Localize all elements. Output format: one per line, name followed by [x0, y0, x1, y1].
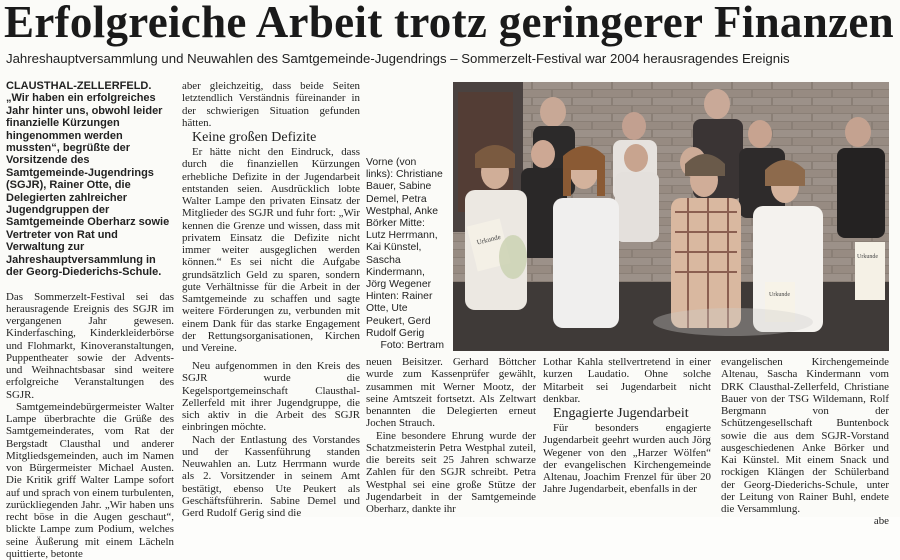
certificate-label: Urkunde — [769, 292, 790, 298]
body-paragraph: Nach der Entlastung des Vorstandes und der Kassenführung standen Neuwahlen an. Lutz Herrmann wurde als 2. Vorsitzender in seinem Amt bestätigt, ebenso Ute Peukert als Geschäftsführerin. Sabine Demel und Gerd Rudolf Gerig sind die — [182, 433, 360, 519]
text-column-2 — [182, 80, 360, 354]
body-paragraph: evangelischen Kirchengemeinde Altenau, Sascha Kindermann vom DRK Clausthal-Zellerfeld, Christiane Bauer von der TSG Wildemann, Rolf Bergmann von der Schützengesellschaft Buntenbock sowie die aus dem SGJR-Vorstand ausgeschiedenen Anke Börker und Kai Künstel. Mit einem Snack und rockigen Klängen der Schülerband der Georg-Diederichs-Schule, unter der Leitung von Rainer Buhl, endete die Versammlung. — [721, 356, 889, 515]
body-paragraph: Für besonders engagierte Jugendarbeit geehrt wurden auch Jörg Wegener von den „Harzer Wölfen“ der evangelischen Kirchengemeinde Altenau, Joachim Frenzel für über 20 Jahre Jugendarbeit, ebenfalls in der — [543, 422, 711, 496]
body-paragraph: Er hätte nicht den Eindruck, dass durch die finanziellen Kürzungen erhebliche Defizite in der Jugendarbeit entstanden seien. Ausdrücklich lobte Walter Lampe den privaten Einsatz der Mitglieder des SGJR und fuhr fort: „Wir kennen die Grenze und wissen, dass mit privatem Einsatz die Defizite nicht immer weiter ausgeglichen werden können.“ Es sei nicht die Aufgabe grundsätzlich Geld zu sparen, sondern gute Verhältnisse für die Arbeit in der Samtgemeinde zu schaffen und sagte weitere Förderungen zu, verbunden mit einem Dank für das starke Engagement der Rettungsorganisationen, Kirchen und Vereine. — [182, 146, 360, 354]
body-paragraph: Neu aufgenommen in den Kreis des SGJR wurde die Kegelsportgemeinschaft Clausthal-Zellerfeld mit ihrer Jugendgruppe, die sich aktiv in die Arbeit des SGJR einbringen möchte. — [182, 360, 360, 434]
text-column-2-lower — [182, 360, 360, 519]
article-subheadline: Jahreshauptversammlung und Neuwahlen des Samtgemeinde-Jugendrings – Sommerzelt-Festival war 2004 herausragendes Ereignis — [6, 51, 790, 66]
certificate-label: Urkunde — [475, 232, 502, 247]
body-paragraph: Das Sommerzelt-Festival sei das herausragende Ereignis des SGJR im vergangenen Jahr gewesen. Kinderfasching, Kinderkleiderbörse und Flohmarkt, Kinoveranstaltungen, Puppentheater sowie der Advents- und Weihnachtsbasar sind weitere erfolgreiche Veranstaltungen des SGJR. — [6, 290, 174, 401]
text-column-1 — [6, 80, 174, 560]
photo-credit: Foto: Bertram — [380, 340, 444, 352]
article-headline: Erfolgreiche Arbeit trotz geringerer Finanzen — [4, 0, 894, 47]
body-paragraph: Eine besondere Ehrung wurde der Schatzmeisterin Petra Westphal zuteil, die bereits seit 25 Jahren schwarze Zahlen für den SGJR schreibt. Petra Westphal sei eine große Stütze der Jugendarbeit in der Samtgemeinde Oberharz, dankte ihr — [366, 429, 536, 515]
lead-paragraph: CLAUSTHAL-ZELLERFELD. „Wir haben ein erfolgreiches Jahr hinter uns, obwohl leider finanzielle Kürzungen hingenommen werden mussten“, begrüßte der Vorsitzende des Samtgemeinde-Jugendrings (SGJR), Rainer Otte, die Delegierten zahlreicher Jugendgruppen der Samtgemeinde Oberharz sowie Vertreter von Rat und Verwaltung zur Jahreshauptversammlung in der Georg-Diederichs-Schule. — [6, 80, 170, 279]
section-heading: Keine großen Defizite — [192, 130, 317, 145]
caption-text: Vorne (von links): Christiane Bauer, Sabine Demel, Petra Westphal, Anke Börker Mitte: Lutz Herrmann, Kai Künstel, Sascha Kindermann, Jörg Wegener Hinten: Rainer Otte, Ute Peukert, Gerd Rudolf Gerig — [366, 157, 443, 339]
text-column-3 — [366, 356, 536, 515]
body-paragraph: neuen Beisitzer. Gerhard Böttcher wurde zum Kassenprüfer gewählt, zusammen mit Werner Mootz, der seine Amtszeit fortsetzt. Als Zeltwart benannten die Delegierten erneut Jochen Strauch. — [366, 356, 536, 430]
text-column-4 — [543, 356, 711, 496]
body-paragraph: aber gleichzeitig, dass beide Seiten letztendlich Verständnis füreinander in der schwierigen Situation gefunden hätten. — [182, 80, 360, 129]
certificate-label: Urkunde — [857, 254, 878, 260]
author-signature: abe — [873, 515, 889, 528]
body-paragraph: Lothar Kahla stellvertretend in einer kurzen Laudatio. Ohne solche Mitarbeit sei Jugendarbeit nicht denkbar. — [543, 356, 711, 405]
photo-caption — [366, 157, 444, 352]
group-photo — [453, 82, 889, 351]
text-column-5 — [721, 356, 889, 528]
body-paragraph: Samtgemeindebürgermeister Walter Lampe überbrachte die Grüße des Samtgemeinderates, vom Rat der Bergstadt Clausthal und anderer Mitgliedsgemeinden, auch im Namen von Bürgermeister Michael Austen. Die Kritik griff Walter Lampe sofort auf und sprach von einem turbulenten, zurückliegenden Jahr. „Wir haben uns recht böse in die Augen geschaut“, blickte Lampe zum Podium, welches seine Äußerung mit einem Lächeln quittierte, betonte — [6, 400, 174, 560]
section-heading: Engagierte Jugendarbeit — [553, 406, 689, 421]
group-photo-illustration — [453, 82, 889, 351]
